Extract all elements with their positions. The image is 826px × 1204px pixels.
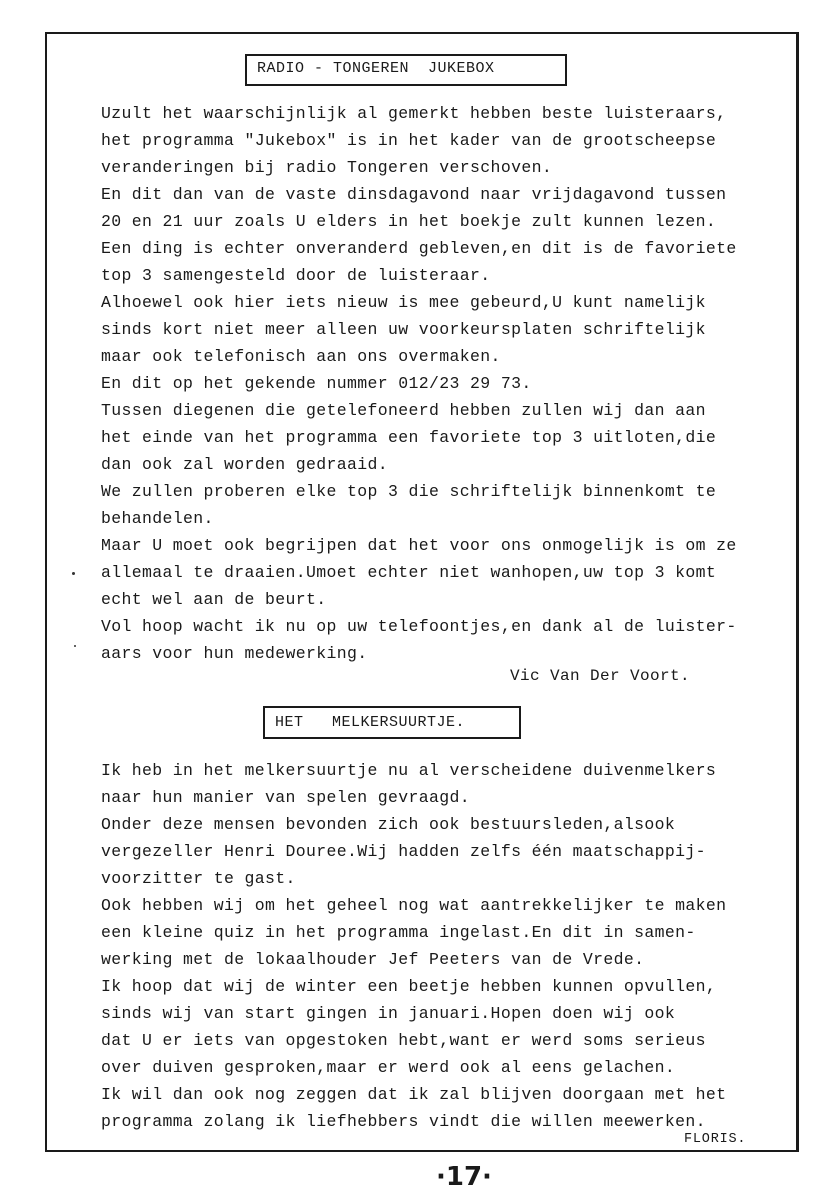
text-line: naar hun manier van spelen gevraagd. bbox=[101, 788, 471, 807]
text-line: het einde van het programma een favoriete top 3 uitloten,die bbox=[101, 428, 717, 447]
text-line: veranderingen bij radio Tongeren verschoven. bbox=[101, 158, 553, 177]
signature-floris: FLORIS. bbox=[684, 1132, 747, 1147]
scan-speck bbox=[74, 645, 76, 647]
article-title-melkersuurtje: HET MELKERSUURTJE. bbox=[263, 706, 521, 739]
text-line: Alhoewel ook hier iets nieuw is mee gebeurd,U kunt namelijk bbox=[101, 293, 706, 312]
text-line: allemaal te draaien.Umoet echter niet wanhopen,uw top 3 komt bbox=[101, 563, 717, 582]
text-line: 20 en 21 uur zoals U elders in het boekje zult kunnen lezen. bbox=[101, 212, 717, 231]
text-line: vergezeller Henri Douree.Wij hadden zelfs één maatschappij- bbox=[101, 842, 706, 861]
article-title-jukebox: RADIO - TONGEREN JUKEBOX bbox=[245, 54, 567, 86]
text-line: En dit dan van de vaste dinsdagavond naar vrijdagavond tussen bbox=[101, 185, 727, 204]
text-line: sinds kort niet meer alleen uw voorkeursplaten schriftelijk bbox=[101, 320, 706, 339]
text-line: En dit op het gekende nummer 012/23 29 73. bbox=[101, 374, 532, 393]
text-line: Ik heb in het melkersuurtje nu al verscheidene duivenmelkers bbox=[101, 761, 717, 780]
text-line: over duiven gesproken,maar er werd ook al eens gelachen. bbox=[101, 1058, 676, 1077]
text-line: behandelen. bbox=[101, 509, 214, 528]
text-line: dan ook zal worden gedraaid. bbox=[101, 455, 389, 474]
article-body-jukebox bbox=[101, 100, 737, 667]
text-line: Tussen diegenen die getelefoneerd hebben zullen wij dan aan bbox=[101, 401, 706, 420]
text-line: Onder deze mensen bevonden zich ook bestuursleden,alsook bbox=[101, 815, 676, 834]
text-line: programma zolang ik liefhebbers vindt die willen meewerken. bbox=[101, 1112, 706, 1131]
article-body-melkersuurtje bbox=[101, 757, 726, 1135]
text-line: top 3 samengesteld door de luisteraar. bbox=[101, 266, 491, 285]
text-line: Uzult het waarschijnlijk al gemerkt hebben beste luisteraars, bbox=[101, 104, 727, 123]
text-line: Ik hoop dat wij de winter een beetje hebben kunnen opvullen, bbox=[101, 977, 717, 996]
text-line: een kleine quiz in het programma ingelast.En dit in samen- bbox=[101, 923, 696, 942]
text-line: echt wel aan de beurt. bbox=[101, 590, 327, 609]
text-line: het programma "Jukebox" is in het kader van de grootscheepse bbox=[101, 131, 717, 150]
text-line: voorzitter te gast. bbox=[101, 869, 296, 888]
text-line: We zullen proberen elke top 3 die schriftelijk binnenkomt te bbox=[101, 482, 717, 501]
text-line: Vol hoop wacht ik nu op uw telefoontjes,en dank al de luister- bbox=[101, 617, 737, 636]
text-line: maar ook telefonisch aan ons overmaken. bbox=[101, 347, 501, 366]
text-line: Een ding is echter onveranderd gebleven,en dit is de favoriete bbox=[101, 239, 737, 258]
text-line: Ik wil dan ook nog zeggen dat ik zal blijven doorgaan met het bbox=[101, 1085, 727, 1104]
page-number: ·17· bbox=[436, 1162, 492, 1192]
text-line: aars voor hun medewerking. bbox=[101, 644, 368, 663]
text-line: dat U er iets van opgestoken hebt,want er werd soms serieus bbox=[101, 1031, 706, 1050]
text-line: sinds wij van start gingen in januari.Hopen doen wij ook bbox=[101, 1004, 676, 1023]
signature-vic: Vic Van Der Voort. bbox=[510, 667, 691, 685]
text-line: werking met de lokaalhouder Jef Peeters van de Vrede. bbox=[101, 950, 645, 969]
scan-speck bbox=[72, 572, 75, 575]
text-line: Maar U moet ook begrijpen dat het voor ons onmogelijk is om ze bbox=[101, 536, 737, 555]
text-line: Ook hebben wij om het geheel nog wat aantrekkelijker te maken bbox=[101, 896, 727, 915]
